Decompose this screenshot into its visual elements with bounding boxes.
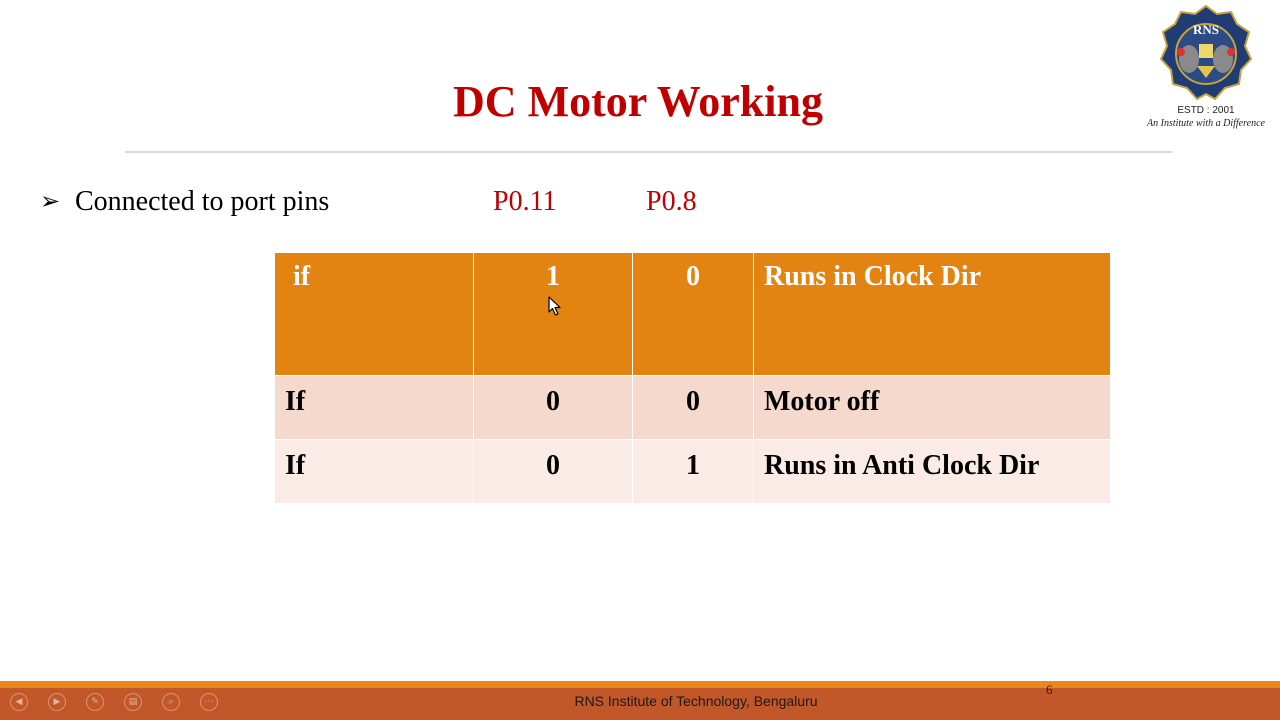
- bullet-arrow-icon: ➢: [40, 189, 61, 215]
- motor-truth-table: [274, 252, 1111, 504]
- more-icon[interactable]: ⋯: [200, 693, 218, 711]
- rns-emblem-icon: [1159, 4, 1253, 102]
- mouse-cursor-icon: [548, 296, 562, 316]
- table-cell: Runs in Clock Dir: [764, 261, 982, 292]
- prev-icon[interactable]: ◀: [10, 693, 28, 711]
- table-header-row: [275, 253, 1111, 376]
- bullet-text: Connected to port pins: [75, 186, 330, 217]
- table-cell: 0: [686, 261, 700, 292]
- pen-icon[interactable]: ✎: [86, 693, 104, 711]
- table-cell: Runs in Anti Clock Dir: [764, 450, 1040, 481]
- table-row: [275, 376, 1111, 440]
- table-cell: 0: [546, 450, 560, 481]
- table-row: [275, 440, 1111, 504]
- slides-icon[interactable]: ▤: [124, 693, 142, 711]
- port-pin-label: P0.8: [646, 186, 697, 217]
- title-divider: [125, 151, 1172, 153]
- table-cell: if: [293, 261, 311, 292]
- port-pin-label: P0.11: [493, 186, 557, 217]
- table-cell: If: [285, 386, 306, 417]
- table-cell: If: [285, 450, 306, 481]
- table-cell: 0: [546, 386, 560, 417]
- logo-estd: ESTD : 2001: [1177, 105, 1235, 116]
- table-cell: 1: [686, 450, 700, 481]
- logo-text: RNS: [1192, 22, 1220, 37]
- table-cell: 1: [546, 261, 560, 292]
- table-cell: Motor off: [764, 386, 880, 417]
- logo-tagline: An Institute with a Difference: [1147, 118, 1265, 129]
- next-icon[interactable]: ▶: [48, 693, 66, 711]
- institute-logo: [1136, 4, 1276, 132]
- table-cell: 0: [686, 386, 700, 417]
- zoom-icon[interactable]: ⌕: [162, 693, 180, 711]
- slide-title: DC Motor Working: [453, 77, 823, 126]
- slide-number: 6: [1046, 682, 1053, 697]
- slide-footer: [0, 688, 1280, 720]
- footer-accent-strip: [0, 681, 1280, 688]
- footer-text: RNS Institute of Technology, Bengaluru: [574, 693, 818, 709]
